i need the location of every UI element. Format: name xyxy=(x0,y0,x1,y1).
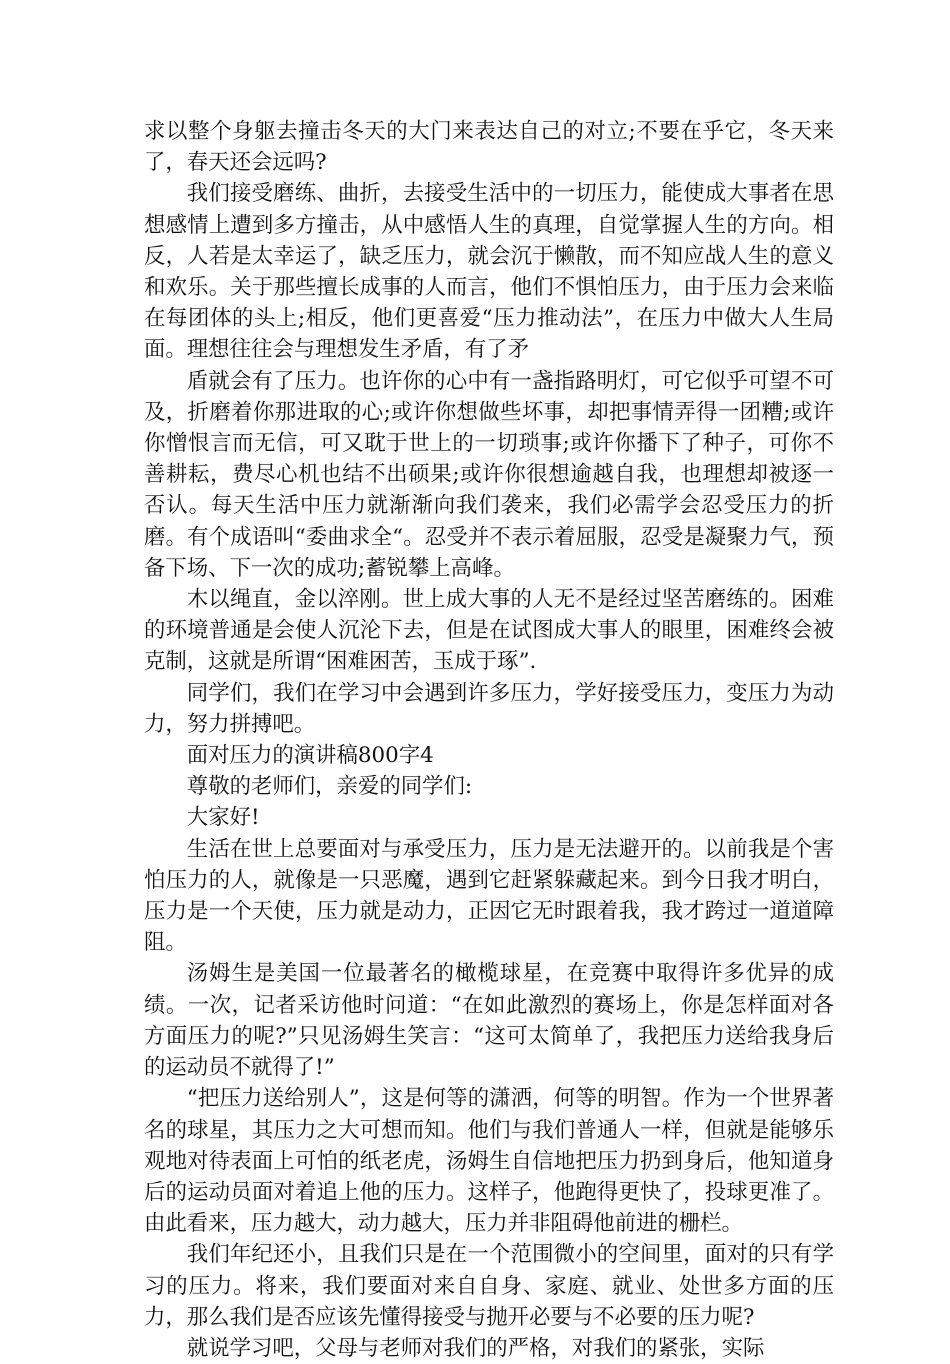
salutation: 尊敬的老师们，亲爱的同学们: xyxy=(186,774,473,800)
document-body xyxy=(144,116,834,1364)
paragraph: “把压力送给别人”，这是何等的潇洒，何等的明智。作为一个世界著名的球星，其压力之大可想而知。他们与我们普通人一样，但就是能够乐观地对待表面上可怕的纸老虎，汤姆生自信地把压力扔到身后，他知道身后的运动员面对着追上他的压力。这样子，他跑得更快了，投球更准了。由此看来，压力越大，动力越大，压力并非阻碍他前进的栅栏。 xyxy=(144,1086,834,1237)
paragraph: 求以整个身躯去撞击冬天的大门来表达自己的对立;不要在乎它，冬天来了，春天还会远吗? xyxy=(144,119,834,176)
paragraph: 同学们，我们在学习中会遇到许多压力，学好接受压力，变压力为动力，努力拼搏吧。 xyxy=(144,680,834,737)
section-title: 面对压力的演讲稿800字4 xyxy=(186,743,434,769)
paragraph: 汤姆生是美国一位最著名的橄榄球星，在竞赛中取得许多优异的成绩。一次，记者采访他时问道：“在如此激烈的赛场上，你是怎样面对各方面压力的呢?”只见汤姆生笑言：“这可太简单了，我把压力送给我身后的运动员不就得了!” xyxy=(144,961,834,1081)
paragraph: 我们接受磨练、曲折，去接受生活中的一切压力，能使成大事者在思想感情上遭到多方撞击，从中感悟人生的真理，自觉掌握人生的方向。相反，人若是太幸运了，缺乏压力，就会沉于懒散，而不知应战人生的意义和欢乐。关于那些擅长成事的人而言，他们不惧怕压力，由于压力会来临在每团体的头上;相反，他们更喜爱“压力推动法”，在压力中做大人生局面。理想往往会与理想发生矛盾，有了矛 xyxy=(144,181,834,363)
paragraph: 我们年纪还小，且我们只是在一个范围微小的空间里，面对的只有学习的压力。将来，我们要面对来自自身、家庭、就业、处世多方面的压力，那么我们是否应该先懂得接受与抛开必要与不必要的压力呢? xyxy=(144,1242,834,1330)
paragraph: 就说学习吧，父母与老师对我们的严格，对我们的紧张，实际 xyxy=(186,1335,765,1361)
paragraph: 木以绳直，金以淬刚。世上成大事的人无不是经过坚苦磨练的。困难的环境普通是会使人沉沦下去，但是在试图成大事人的眼里，困难终会被克制，这就是所谓“困难困苦，玉成于琢”. xyxy=(144,587,834,675)
greeting: 大家好! xyxy=(186,805,260,831)
paragraph: 盾就会有了压力。也许你的心中有一盏指路明灯，可它似乎可望不可及，折磨着你那进取的心;或许你想做些坏事，却把事情弄得一团糟;或许你憎恨言而无信，可又耽于世上的一切琐事;或许你播下了种子，可你不善耕耘，费尽心机也结不出硕果;或许你很想逾越自我，也理想却被逐一否认。每天生活中压力就渐渐向我们袭来，我们必需学会忍受压力的折磨。有个成语叫“委曲求全“。忍受并不表示着屈服，忍受是凝聚力气，预备下场、下一次的成功;蓄锐攀上高峰。 xyxy=(144,368,834,581)
paragraph: 生活在世上总要面对与承受压力，压力是无法避开的。以前我是个害怕压力的人，就像是一只恶魔，遇到它赶紧躲藏起来。到今日我才明白，压力是一个天使，压力就是动力，正因它无时跟着我，我才跨过一道道障阻。 xyxy=(144,836,834,956)
